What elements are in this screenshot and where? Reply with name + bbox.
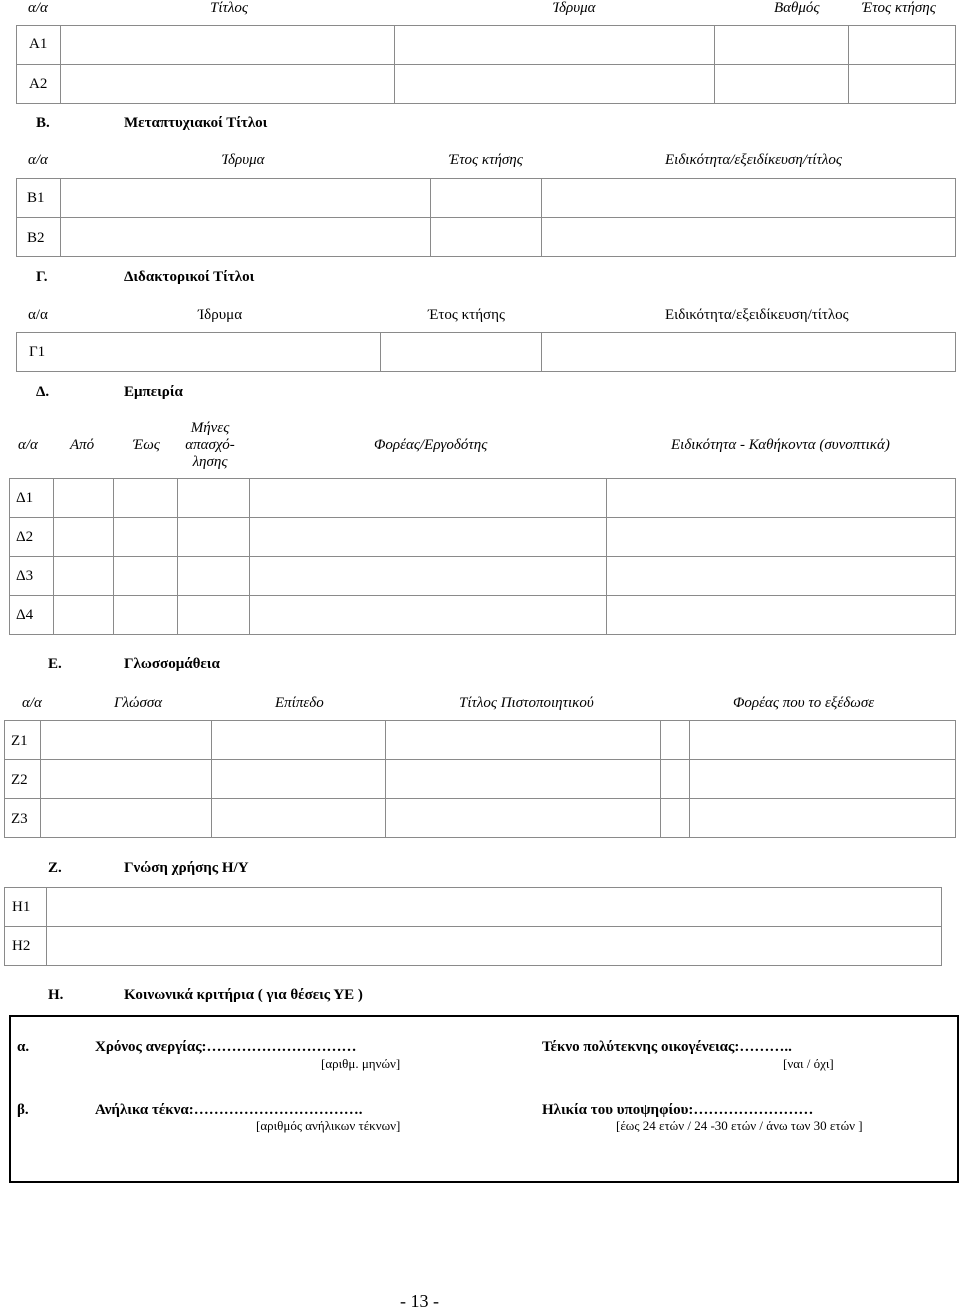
age-hint: [έως 24 ετών / 24 -30 ετών / άνω των 30 ετών ] bbox=[616, 1118, 863, 1133]
col-header-aa: α/α bbox=[28, 152, 48, 168]
col-header-grade: Βαθμός bbox=[774, 0, 820, 16]
col-header-year: Έτος κτήσης bbox=[428, 307, 505, 323]
col-header-months-line3: λησης bbox=[192, 454, 228, 470]
section-e-title: Γλωσσομάθεια bbox=[124, 656, 220, 672]
col-header-duties: Ειδικότητα - Καθήκοντα (συνοπτικά) bbox=[671, 437, 890, 453]
page-number: - 13 - bbox=[400, 1291, 439, 1311]
col-header-specialty: Ειδικότητα/εξειδίκευση/τίτλος bbox=[665, 152, 842, 168]
row-label-z2: Η2 bbox=[12, 938, 31, 954]
col-header-aa: α/α bbox=[22, 695, 42, 711]
row-label-d1: Δ1 bbox=[16, 490, 34, 506]
row-label-e1: Ζ1 bbox=[11, 733, 28, 749]
row-label-d2: Δ2 bbox=[16, 529, 34, 545]
col-header-aa: α/α bbox=[18, 437, 38, 453]
col-header-institution: Ίδρυμα bbox=[222, 152, 265, 168]
minor-children-hint: [αριθμός ανήλικων τέκνων] bbox=[256, 1118, 401, 1133]
section-h-letter: Η. bbox=[48, 987, 64, 1003]
col-header-year: Έτος κτήσης bbox=[449, 152, 523, 168]
item-a-letter: α. bbox=[17, 1039, 30, 1055]
col-header-language: Γλώσσα bbox=[114, 695, 163, 711]
section-z-title: Γνώση χρήσης Η/Υ bbox=[124, 860, 249, 876]
section-b-letter: Β. bbox=[36, 115, 50, 131]
unemployment-hint: [αριθμ. μηνών] bbox=[321, 1056, 401, 1071]
row-label-a1: Α1 bbox=[29, 36, 48, 52]
row-label-c1: Γ1 bbox=[29, 344, 46, 360]
item-b-letter: β. bbox=[17, 1102, 29, 1118]
row-label-e2: Ζ2 bbox=[11, 772, 28, 788]
col-header-employer: Φορέας/Εργοδότης bbox=[374, 437, 488, 453]
section-z-letter: Ζ. bbox=[48, 860, 62, 876]
large-family-hint: [ναι / όχι] bbox=[783, 1056, 834, 1071]
section-c-title: Διδακτορικοί Τίτλοι bbox=[124, 269, 255, 285]
col-header-level: Επίπεδο bbox=[275, 695, 324, 711]
section-d-letter: Δ. bbox=[36, 384, 50, 400]
row-label-a2: Α2 bbox=[29, 76, 48, 92]
section-b-title: Μεταπτυχιακοί Τίτλοι bbox=[124, 115, 268, 131]
col-header-months-line1: Μήνες bbox=[190, 420, 230, 436]
col-header-to: Έως bbox=[133, 437, 160, 453]
unemployment-field[interactable]: Χρόνος ανεργίας:………………………… bbox=[95, 1039, 357, 1055]
row-label-z1: Η1 bbox=[12, 899, 31, 915]
col-header-title: Τίτλος bbox=[210, 0, 248, 16]
col-header-months-line2: απασχό- bbox=[185, 437, 235, 453]
large-family-field[interactable]: Τέκνο πολύτεκνης οικογένειας:……….. bbox=[542, 1039, 792, 1055]
col-header-aa: α/α bbox=[28, 0, 48, 16]
col-header-aa: α/α bbox=[28, 307, 48, 323]
section-e-letter: Ε. bbox=[48, 656, 62, 672]
row-label-e3: Ζ3 bbox=[11, 811, 28, 827]
col-header-specialty: Ειδικότητα/εξειδίκευση/τίτλος bbox=[665, 307, 849, 323]
col-header-year: Έτος κτήσης bbox=[862, 0, 936, 16]
section-c-letter: Γ. bbox=[36, 269, 48, 285]
row-label-d4: Δ4 bbox=[16, 607, 34, 623]
col-header-institution: Ίδρυμα bbox=[198, 307, 243, 323]
row-label-b2: Β2 bbox=[27, 230, 45, 246]
row-label-d3: Δ3 bbox=[16, 568, 34, 584]
age-field[interactable]: Ηλικία του υποψηφίου:…………………… bbox=[542, 1102, 814, 1118]
col-header-from: Από bbox=[70, 437, 95, 453]
col-header-certificate: Τίτλος Πιστοποιητικού bbox=[459, 695, 594, 711]
section-h-title: Κοινωνικά κριτήρια ( για θέσεις ΥΕ ) bbox=[124, 987, 363, 1003]
col-header-institution: Ίδρυμα bbox=[553, 0, 596, 16]
col-header-issuer: Φορέας που το εξέδωσε bbox=[733, 695, 875, 711]
row-label-b1: Β1 bbox=[27, 190, 45, 206]
section-d-title: Εμπειρία bbox=[124, 384, 183, 400]
minor-children-field[interactable]: Ανήλικα τέκνα:……………………………. bbox=[95, 1102, 363, 1118]
